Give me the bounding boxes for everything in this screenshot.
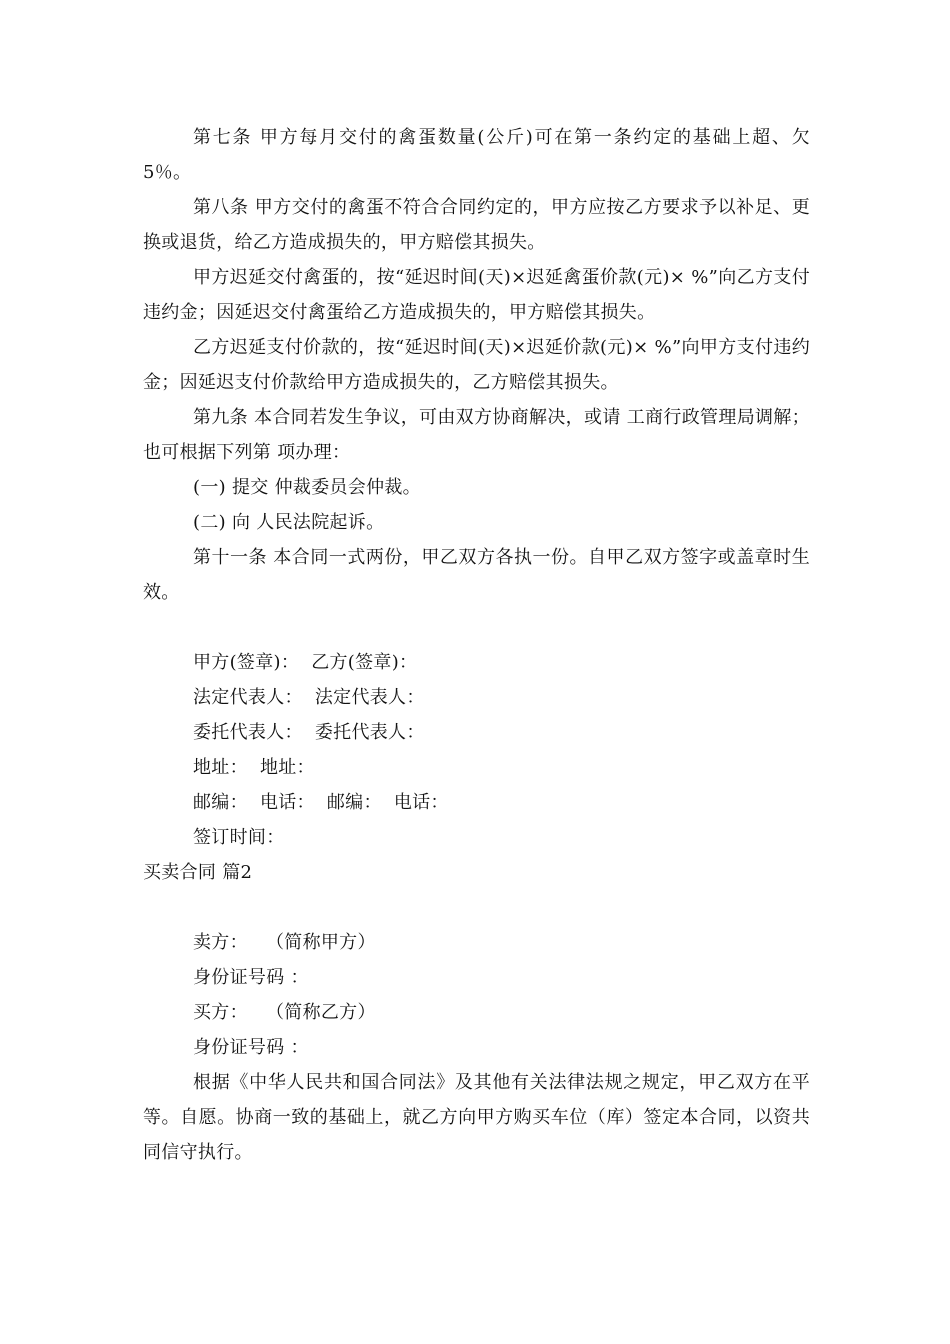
contract-text: [143, 120, 810, 1170]
signature-address-line: 地址： 地址：: [193, 757, 315, 778]
signature-seal-line: 甲方(签章)： 乙方(签章)：: [193, 652, 418, 673]
article-11: 第十一条 本合同一式两份，甲乙双方各执一份。自甲乙双方签字或盖章时生效。: [143, 547, 810, 603]
party-b-delay-clause: 乙方迟延支付价款的，按“延迟时间(天)×迟延价款(元)× %”向甲方支付违约金；因延迟支付价款给甲方造成损失的，乙方赔偿其损失。: [143, 337, 810, 393]
signature-legal-rep-line: 法定代表人： 法定代表人：: [193, 687, 425, 708]
section-2-heading: 买卖合同 篇2: [143, 862, 253, 883]
option-court: (二) 向 人民法院起诉。: [193, 512, 385, 533]
seller-line: 卖方： （简称甲方）: [193, 932, 376, 953]
blank-line: [143, 890, 810, 925]
signature-postal-phone-line: 邮编： 电话： 邮编： 电话：: [193, 792, 449, 813]
seller-id-line: 身份证号码 ：: [193, 967, 309, 988]
article-9: 第九条 本合同若发生争议，可由双方协商解决，或请 工商行政管理局调解；也可根据下列第 项办理：: [143, 407, 810, 463]
blank-line: [143, 610, 810, 645]
party-a-delay-clause: 甲方迟延交付禽蛋的，按“延迟时间(天)×迟延禽蛋价款(元)× %”向乙方支付违约金；因延迟交付禽蛋给乙方造成损失的，甲方赔偿其损失。: [143, 267, 810, 323]
article-7: 第七条 甲方每月交付的禽蛋数量(公斤)可在第一条约定的基础上超、欠5％。: [143, 127, 810, 183]
buyer-line: 买方： （简称乙方）: [193, 1002, 376, 1023]
article-8: 第八条 甲方交付的禽蛋不符合合同约定的，甲方应按乙方要求予以补足、更换或退货，给乙方造成损失的，甲方赔偿其损失。: [143, 197, 810, 253]
signature-time-line: 签订时间：: [193, 827, 285, 848]
option-arbitration: (一) 提交 仲裁委员会仲裁。: [193, 477, 421, 498]
signature-agent-line: 委托代表人： 委托代表人：: [193, 722, 425, 743]
buyer-id-line: 身份证号码 ：: [193, 1037, 309, 1058]
contract-preamble: 根据《中华人民共和国合同法》及其他有关法律法规之规定，甲乙双方在平等。自愿。协商一致的基础上，就乙方向甲方购买车位（库）签定本合同，以资共同信守执行。: [143, 1072, 810, 1163]
